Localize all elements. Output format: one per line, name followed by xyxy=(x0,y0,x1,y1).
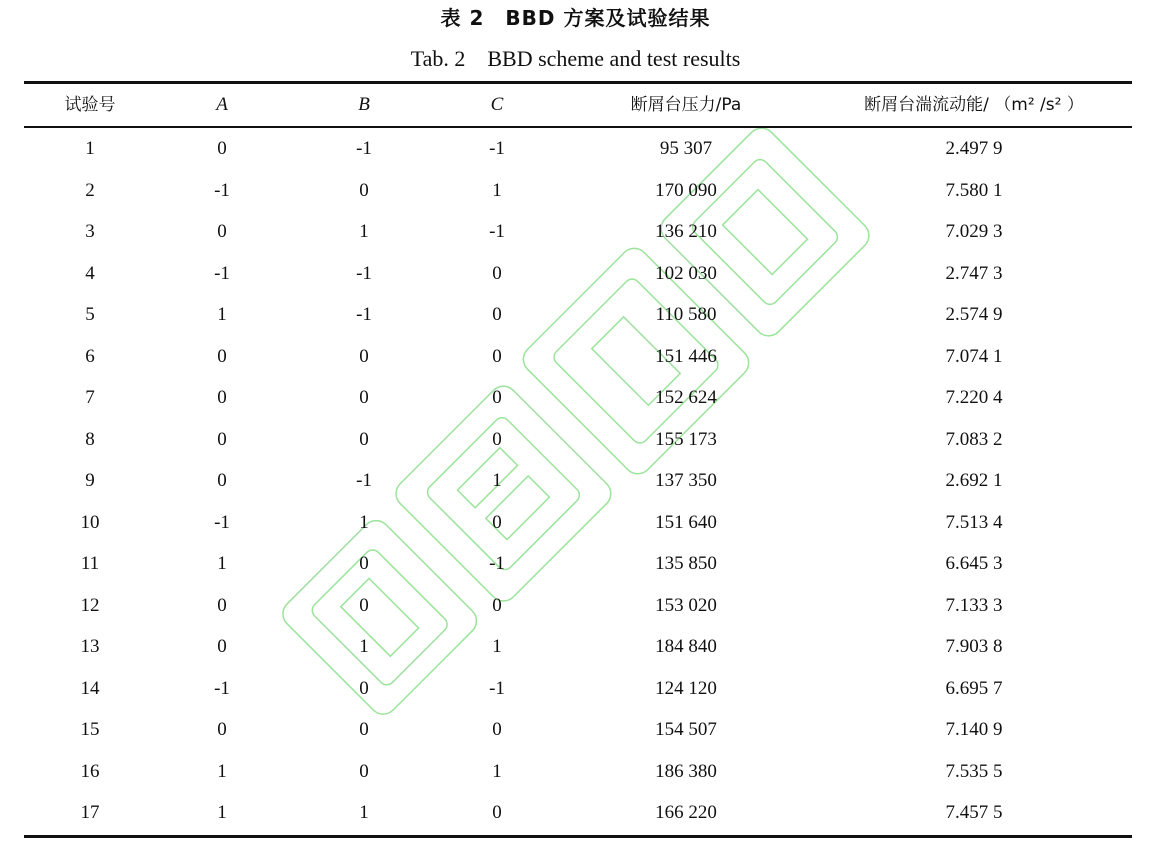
factor-a-cell: -1 xyxy=(214,677,230,699)
factor-a-cell: -1 xyxy=(214,511,230,533)
factor-b-cell: 1 xyxy=(359,221,369,242)
run-cell: 5 xyxy=(85,304,95,325)
pressure-cell: 155 173 xyxy=(655,428,717,450)
factor-c-cell: -1 xyxy=(489,221,505,242)
factor-c-cell: -1 xyxy=(489,677,505,699)
header-turbulent-kinetic-energy: 断屑台湍流动能/ （m² /s² ） xyxy=(864,95,1084,115)
factor-c-cell: 0 xyxy=(492,304,502,325)
factor-a-cell: 0 xyxy=(217,719,227,740)
factor-c-cell: -1 xyxy=(489,553,505,574)
factor-a-cell: 1 xyxy=(217,760,227,782)
pressure-cell: 153 020 xyxy=(655,594,717,616)
factor-a-cell: 0 xyxy=(217,636,227,657)
run-cell: 17 xyxy=(80,802,100,823)
tke-cell: 6.695 7 xyxy=(945,677,1003,699)
factor-b-cell: 0 xyxy=(359,179,369,201)
factor-c-cell: 1 xyxy=(492,179,502,201)
factor-b-cell: -1 xyxy=(356,262,372,284)
run-cell: 12 xyxy=(80,594,100,616)
pressure-cell: 102 030 xyxy=(655,262,717,284)
run-cell: 6 xyxy=(85,345,95,367)
factor-c-cell: 1 xyxy=(492,636,502,657)
tke-cell: 7.535 5 xyxy=(945,760,1003,782)
pressure-cell: 137 350 xyxy=(655,470,717,491)
tke-cell: 7.083 2 xyxy=(945,428,1003,450)
factor-a-cell: 0 xyxy=(217,221,227,242)
factor-c-cell: 0 xyxy=(492,262,502,284)
factor-a-cell: 0 xyxy=(217,594,227,616)
factor-b-cell: -1 xyxy=(356,304,372,325)
tke-cell: 7.580 1 xyxy=(945,179,1003,201)
tke-cell: 7.140 9 xyxy=(945,719,1003,740)
table-row xyxy=(24,294,1132,336)
factor-b-cell: 0 xyxy=(359,594,369,616)
tke-cell: 7.513 4 xyxy=(945,511,1003,533)
table-header-row xyxy=(24,84,1132,126)
tke-cell: 2.574 9 xyxy=(945,304,1003,325)
table-body xyxy=(24,128,1132,834)
factor-c-cell: 0 xyxy=(492,387,502,408)
header-factor-a: A xyxy=(216,94,228,115)
tke-cell: 7.903 8 xyxy=(945,636,1003,657)
tke-cell: 2.497 9 xyxy=(945,138,1003,159)
factor-c-cell: 0 xyxy=(492,802,502,823)
pressure-cell: 135 850 xyxy=(655,553,717,574)
tke-cell: 6.645 3 xyxy=(945,553,1003,574)
tke-cell: 7.133 3 xyxy=(945,594,1003,616)
factor-b-cell: 1 xyxy=(359,511,369,533)
run-cell: 14 xyxy=(80,677,100,699)
factor-c-cell: 0 xyxy=(492,428,502,450)
table-title-english: Tab. 2 BBD scheme and test results xyxy=(410,46,741,71)
factor-b-cell: -1 xyxy=(356,470,372,491)
table-row xyxy=(24,336,1132,378)
table-row xyxy=(24,460,1132,502)
factor-a-cell: 0 xyxy=(217,428,227,450)
run-cell: 2 xyxy=(85,179,95,201)
table-row xyxy=(24,170,1132,212)
factor-a-cell: 1 xyxy=(217,802,227,823)
pressure-cell: 154 507 xyxy=(655,719,717,740)
header-pressure: 断屑台压力/Pa xyxy=(630,95,742,115)
table-row xyxy=(24,211,1132,253)
pressure-cell: 110 580 xyxy=(655,304,717,325)
pressure-cell: 184 840 xyxy=(655,636,717,657)
factor-a-cell: 0 xyxy=(217,138,227,159)
factor-b-cell: 0 xyxy=(359,345,369,367)
table-row xyxy=(24,128,1132,170)
header-factor-c: C xyxy=(490,94,504,115)
tke-cell: 7.220 4 xyxy=(945,387,1003,408)
pressure-cell: 152 624 xyxy=(655,387,717,408)
factor-c-cell: 0 xyxy=(492,594,502,616)
run-cell: 4 xyxy=(85,262,95,284)
factor-c-cell: -1 xyxy=(489,138,505,159)
pressure-cell: 186 380 xyxy=(655,760,717,782)
factor-a-cell: -1 xyxy=(214,179,230,201)
table-row xyxy=(24,792,1132,834)
table-row xyxy=(24,377,1132,419)
tke-cell: 7.074 1 xyxy=(945,345,1003,367)
table-row xyxy=(24,419,1132,461)
factor-b-cell: 0 xyxy=(359,428,369,450)
tke-cell: 2.692 1 xyxy=(945,470,1003,491)
factor-b-cell: 0 xyxy=(359,553,369,574)
factor-b-cell: 0 xyxy=(359,719,369,740)
run-cell: 11 xyxy=(80,553,100,574)
table-row xyxy=(24,709,1132,751)
run-cell: 16 xyxy=(80,760,100,782)
factor-a-cell: 0 xyxy=(217,470,227,491)
pressure-cell: 136 210 xyxy=(655,221,717,242)
factor-a-cell: -1 xyxy=(214,262,230,284)
factor-b-cell: 0 xyxy=(359,677,369,699)
table-row xyxy=(24,253,1132,295)
table-row xyxy=(24,543,1132,585)
run-cell: 3 xyxy=(85,221,95,242)
factor-a-cell: 1 xyxy=(217,304,227,325)
pressure-cell: 124 120 xyxy=(655,677,717,699)
factor-c-cell: 0 xyxy=(492,719,502,740)
results-table xyxy=(24,84,1132,823)
table-row xyxy=(24,668,1132,710)
pressure-cell: 151 446 xyxy=(655,345,717,367)
factor-c-cell: 1 xyxy=(492,470,502,491)
pressure-cell: 95 307 xyxy=(659,138,713,159)
bottom-rule xyxy=(24,835,1132,838)
factor-b-cell: -1 xyxy=(356,138,372,159)
factor-c-cell: 1 xyxy=(492,760,502,782)
run-cell: 7 xyxy=(85,387,95,408)
factor-c-cell: 0 xyxy=(492,345,502,367)
run-cell: 8 xyxy=(85,428,95,450)
run-cell: 10 xyxy=(80,511,100,533)
pressure-cell: 166 220 xyxy=(655,802,717,823)
tke-cell: 2.747 3 xyxy=(945,262,1003,284)
factor-b-cell: 0 xyxy=(359,760,369,782)
table-row xyxy=(24,626,1132,668)
factor-b-cell: 1 xyxy=(359,802,369,823)
run-cell: 13 xyxy=(80,636,100,657)
factor-a-cell: 0 xyxy=(217,345,227,367)
factor-b-cell: 1 xyxy=(359,636,369,657)
table-row xyxy=(24,502,1132,544)
factor-b-cell: 0 xyxy=(359,387,369,408)
run-cell: 1 xyxy=(85,138,95,159)
table-row xyxy=(24,751,1132,793)
table-title-chinese: 表 2 BBD 方案及试验结果 xyxy=(440,6,711,30)
pressure-cell: 151 640 xyxy=(655,511,717,533)
header-factor-b: B xyxy=(358,94,370,115)
factor-c-cell: 0 xyxy=(492,511,502,533)
tke-cell: 7.457 5 xyxy=(945,802,1003,823)
factor-a-cell: 0 xyxy=(217,387,227,408)
header-run-number: 试验号 xyxy=(64,95,116,115)
run-cell: 15 xyxy=(80,719,100,740)
pressure-cell: 170 090 xyxy=(655,179,717,201)
run-cell: 9 xyxy=(85,470,95,491)
factor-a-cell: 1 xyxy=(217,553,227,574)
tke-cell: 7.029 3 xyxy=(945,221,1003,242)
table-row xyxy=(24,585,1132,627)
